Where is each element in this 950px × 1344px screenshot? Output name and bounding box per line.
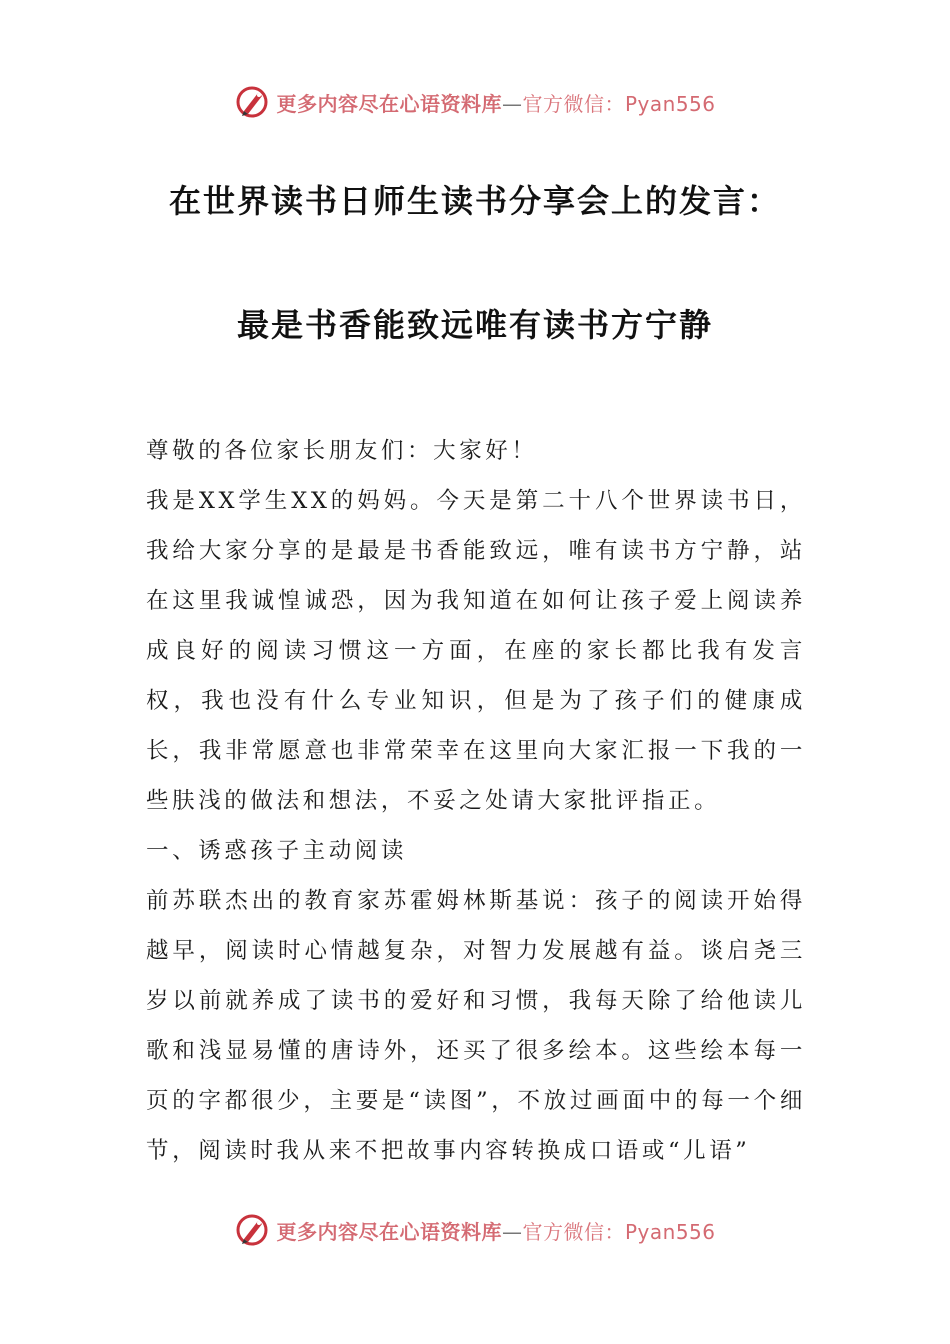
watermark-handle: Pyan556 (624, 91, 716, 116)
watermark-text (276, 88, 715, 117)
footer-watermark-banner (0, 1210, 950, 1250)
watermark-text (276, 1216, 715, 1245)
header-watermark-banner (0, 82, 950, 122)
watermark-brand: 更多内容尽在心语资料库 (276, 1219, 502, 1244)
section-paragraph: 前苏联杰出的教育家苏霍姆林斯基说：孩子的阅读开始得越早，阅读时心情越复杂，对智力发展越有益。谈启尧三岁以前就养成了读书的爱好和习惯，我每天除了给他读儿歌和浅显易懂的唐诗外，还买了很多绘本。这些绘本每一页的字都很少，主要是“读图”，不放过画面中的每一个细节，阅读时我从来不把故事内容转换成口语或“儿语” (146, 888, 806, 1164)
watermark-contact-label: 官方微信： (522, 1219, 625, 1244)
watermark-separator: — (501, 91, 523, 116)
pen-logo-icon (234, 1212, 270, 1248)
document-body (146, 426, 806, 1176)
greeting-paragraph: 尊敬的各位家长朋友们：大家好！ (146, 438, 538, 464)
watermark-brand: 更多内容尽在心语资料库 (276, 91, 502, 116)
intro-paragraph: 我是XX学生XX的妈妈。今天是第二十八个世界读书日，我给大家分享的是最是书香能致远，唯有读书方宁静，站在这里我诚惶诚恐，因为我知道在如何让孩子爱上阅读养成良好的阅读习惯这一方面，在座的家长都比我有发言权，我也没有什么专业知识，但是为了孩子们的健康成长，我非常愿意也非常荣幸在这里向大家汇报一下我的一些肤浅的做法和想法，不妥之处请大家批评指正。 (146, 488, 806, 814)
document-title-line-2: 最是书香能致远唯有读书方宁静 (236, 306, 713, 344)
watermark-contact-label: 官方微信： (522, 91, 625, 116)
watermark-separator: — (501, 1219, 523, 1244)
pen-logo-icon (234, 84, 270, 120)
document-title-line-1: 在世界读书日师生读书分享会上的发言： (168, 182, 781, 220)
section-heading: 一、诱惑孩子主动阅读 (146, 838, 408, 864)
watermark-handle: Pyan556 (624, 1219, 716, 1244)
